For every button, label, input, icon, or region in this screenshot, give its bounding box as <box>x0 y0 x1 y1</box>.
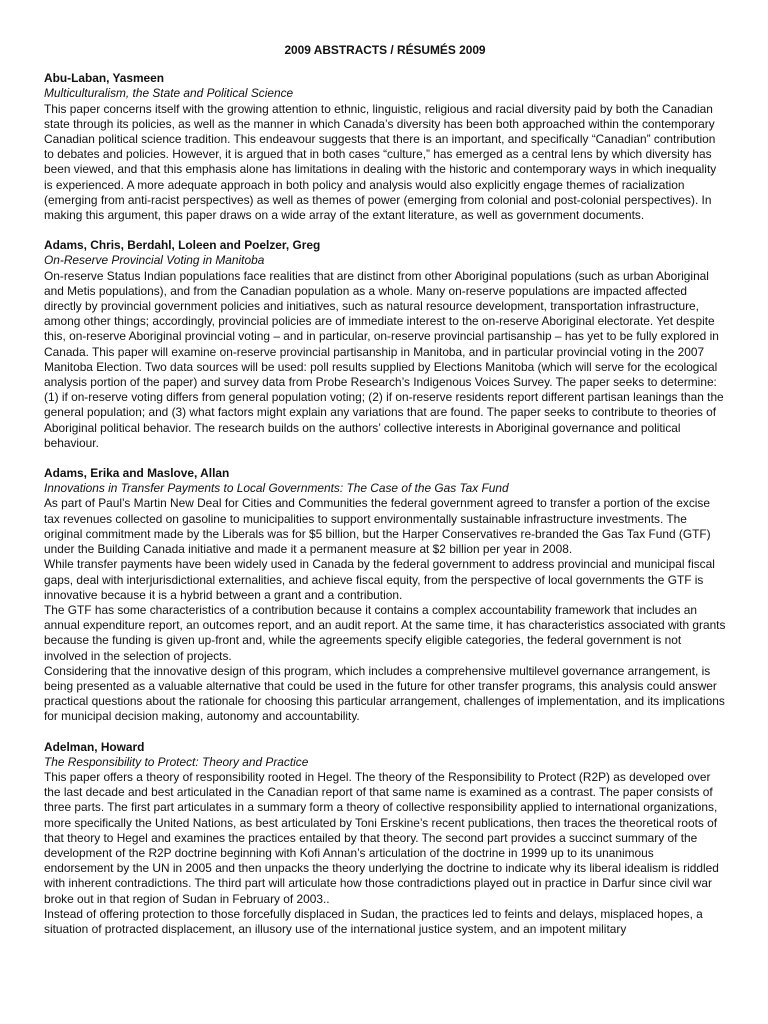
abstracts-page <box>44 43 726 952</box>
entry-paragraph: This paper offers a theory of responsibility rooted in Hegel. The theory of the Responsibility to Protect (R2P) as developed over the last decade and best articulated in the Canadian report of that same name is examined as a contrast. The paper consists of three parts. The first part articulates in a summary form a theory of collective responsibility applied to international organizations, more specifically the United Nations, as best articulated by Toni Erskine’s recent publications, then traces the theoretical roots of that theory to Hegel and examines the practices entailed by that theory. The second part provides a succinct summary of the development of the R2P doctrine beginning with Kofi Annan’s articulation of the doctrine in 1999 up to its unanimous endorsement by the UN in 2005 and then unpacks the theory underlying the doctrine to indicate why its liberal idealism is riddled with inherent contradictions. The third part will articulate how those contradictions played out in practice in Darfur since civil war broke out in that region of Sudan in February of 2003.. <box>44 769 719 906</box>
entry-paragraph: While transfer payments have been widely used in Canada by the federal government to address provincial and municipal fiscal gaps, deal with interjurisdictional externalities, and achieve fiscal equity, from the perspective of local governments the GTF is innovative because it is a hybrid between a grant and a contribution. <box>44 557 715 602</box>
entry-paragraph: As part of Paul’s Martin New Deal for Cities and Communities the federal government agreed to transfer a portion of the excise tax revenues collected on gasoline to municipalities to support environmentally sustainable infrastructure investments. The original commitment made by the Liberals was for $5 billion, but the Harper Conservatives re-branded the Gas Tax Fund (GTF) under the Building Canada initiative and made it a permanent measure at $2 billion per year in 2008. <box>44 496 711 557</box>
entry-title: Multiculturalism, the State and Political Science <box>44 86 294 101</box>
entry-author: Adams, Chris, Berdahl, Loleen and Poelzer, Greg <box>44 238 321 253</box>
entry-paragraph: This paper concerns itself with the growing attention to ethnic, linguistic, religious and racial diversity paid by both the Canadian state through its policies, as well as the manner in which Canada’s diversity has been both approached within the contemporary Canadian political science tradition. This endeavour suggests that there is an important, and specifically “Canadian” contribution to debates and policies. However, it is argued that in both cases “culture,” has emerged as a central lens by which diversity has been viewed, and that this emphasis alone has limitations in dealing with the historic and contemporary ways in which inequality is experienced. A more adequate approach in both policy and analysis would also explicitly engage themes of racialization (emerging from anti-racist perspectives) as well as themes of power (emerging from colonial and post-colonial perspectives). In making this argument, this paper draws on a wide array of the extant literature, as well as government documents. <box>44 101 717 223</box>
entry-title: Innovations in Transfer Payments to Local Governments: The Case of the Gas Tax Fund <box>44 481 509 496</box>
entry-author: Abu-Laban, Yasmeen <box>44 71 165 86</box>
abstract-entry <box>44 466 726 724</box>
entry-author: Adams, Erika and Maslove, Allan <box>44 466 230 481</box>
entry-paragraph: The GTF has some characteristics of a contribution because it contains a complex accountability framework that includes an annual expenditure report, an outcomes report, and an audit report. At the same time, it has characteristics associated with grants because the funding is given up-front and, while the agreements specify eligible categories, the federal government is not involved in the selection of projects. <box>44 602 726 663</box>
abstract-entry <box>44 238 726 451</box>
entry-author: Adelman, Howard <box>44 739 145 754</box>
entry-title: The Responsibility to Protect: Theory and Practice <box>44 754 309 769</box>
abstract-entry <box>44 740 726 938</box>
entry-title: On-Reserve Provincial Voting in Manitoba <box>44 253 265 268</box>
entry-paragraph: Considering that the innovative design of this program, which includes a comprehensive multilevel governance arrangement, is being presented as a valuable alternative that could be used in the future for other transfer programs, this analysis could answer practical questions about the rationale for choosing this particular arrangement, challenges of implementation, and its implications for municipal decision making, autonomy and accountability. <box>44 663 725 724</box>
document-title: 2009 ABSTRACTS / RÉSUMÉS 2009 <box>284 43 486 57</box>
abstract-entry <box>44 71 726 223</box>
entry-paragraph: Instead of offering protection to those forcefully displaced in Sudan, the practices led to feints and delays, misplaced hopes, a situation of protracted displacement, an illusory use of the international justice system, and an impotent military <box>44 906 703 936</box>
entry-paragraph: On-reserve Status Indian populations face realities that are distinct from other Aboriginal populations (such as urban Aboriginal and Metis populations), and from the Canadian population as a whole. Many on-reserve populations are impacted affected directly by provincial government policies and initiatives, such as natural resource development, transportation infrastructure, among other things; accordingly, provincial policies are of immediate interest to the on-reserve Aboriginal electorate. Yet despite this, on-reserve Aboriginal provincial voting – and in particular, on-reserve provincial partisanship – has yet to be fully explored in Canada. This paper will examine on-reserve provincial partisanship in Manitoba, and in particular provincial voting in the 2007 Manitoba Election. Two data sources will be used: poll results supplied by Elections Manitoba (which will serve for the ecological analysis portion of the paper) and survey data from Probe Research’s Indigenous Voices Survey. The paper seeks to determine: (1) if on-reserve voting differs from general population voting; (2) if on-reserve residents report different partisan leanings than the general population; and (3) what factors might explain any variations that are found. The paper seeks to contribute to theories of Aboriginal political behavior. The research builds on the authors’ collective interests in Aboriginal governance and political behaviour. <box>44 268 724 450</box>
